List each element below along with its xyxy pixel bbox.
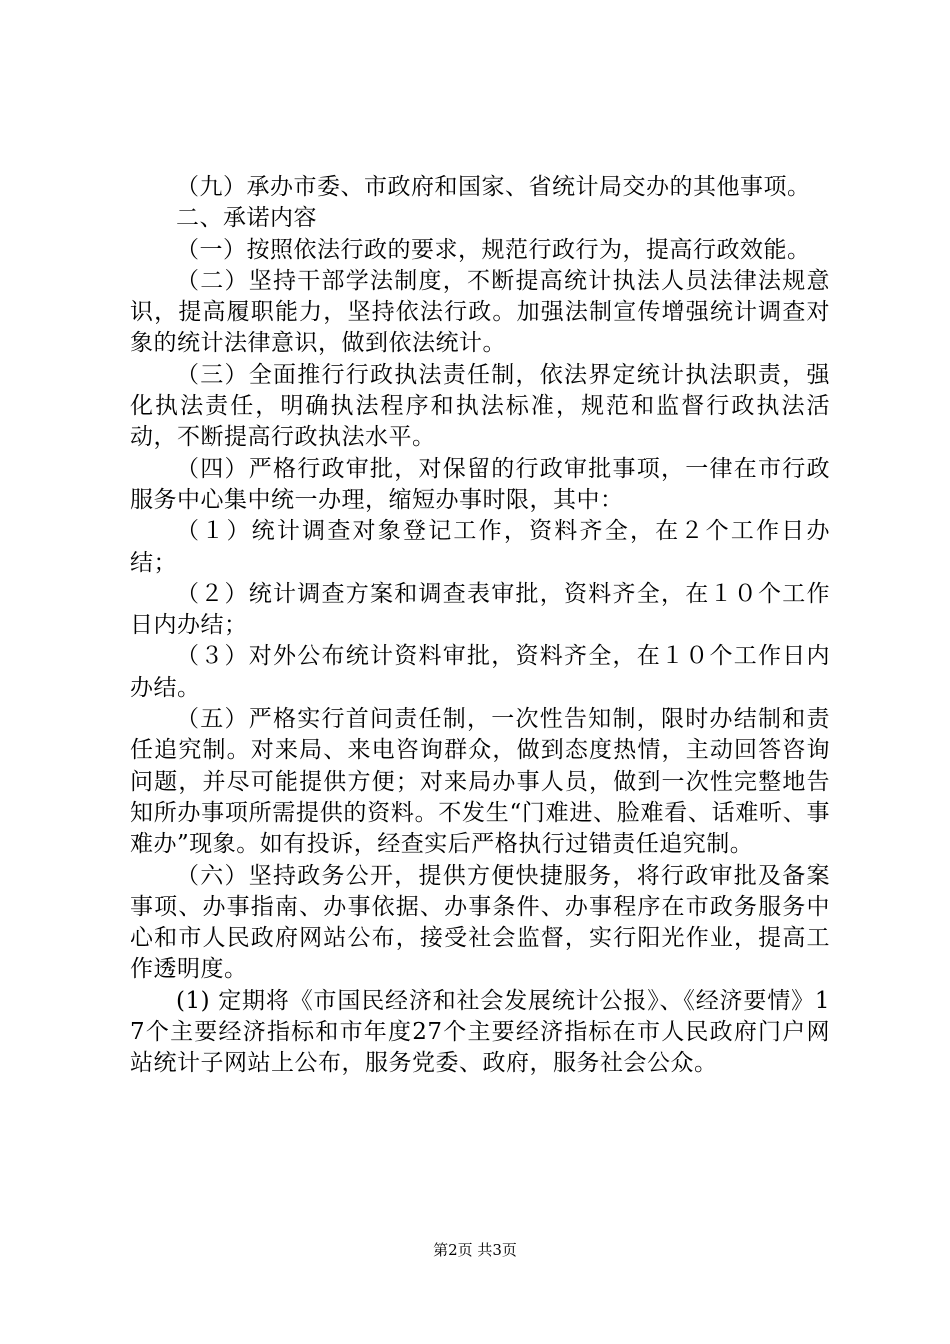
paragraph-commitment-six: （六）坚持政务公开，提供方便快捷服务，将行政审批及备案事项、办事指南、办事依据、办事条件、办事程序在市政务服务中心和市人民政府网站公布，接受社会监督，实行阳光作业，提高工作透明度。 [130,862,830,983]
paragraph-commitment-four: （四）严格行政审批，对保留的行政审批事项，一律在市行政服务中心集中统一办理，缩短办事时限，其中： [130,455,830,513]
paragraph-commitment-two: （二）坚持干部学法制度，不断提高统计执法人员法律法规意识，提高履职能力，坚持依法行政。加强法制宣传增强统计调查对象的统计法律意识，做到依法统计。 [130,267,830,357]
document-body [130,172,830,1080]
paragraph-subitem-1: （１）统计调查对象登记工作，资料齐全，在２个工作日办结； [130,518,830,576]
paragraph-commitment-three: （三）全面推行行政执法责任制，依法界定统计执法职责，强化执法责任，明确执法程序和执法标准，规范和监督行政执法活动，不断提高行政执法水平。 [130,361,830,451]
paragraph-commitment-five: （五）严格实行首问责任制，一次性告知制，限时办结制和责任追究制。对来局、来电咨询群众，做到态度热情，主动回答咨询问题，并尽可能提供方便；对来局办事人员，做到一次性完整地告知所办事项所需提供的资料。不发生“门难进、脸难看、话难听、事难办”现象。如有投诉，经查实后严格执行过错责任追究制。 [130,706,830,858]
page-footer: 第2页 共3页 [433,1241,517,1259]
paragraph-commitment-one: （一）按照依法行政的要求，规范行政行为，提高行政效能。 [176,236,811,263]
paragraph-six-subitem-1: (1) 定期将《市国民经济和社会发展统计公报》、《经济要情》17个主要经济指标和市年度27个主要经济指标在市人民政府门户网站统计子网站上公布，服务党委、政府，服务社会公众。 [130,987,830,1077]
section-heading-commitments: 二、承诺内容 [176,205,317,232]
paragraph-subitem-3: （３）对外公布统计资料审批，资料齐全，在１０个工作日内办结。 [130,643,830,701]
paragraph-item-nine: （九）承办市委、市政府和国家、省统计局交办的其他事项。 [176,174,811,200]
paragraph-subitem-2: （２）统计调查方案和调查表审批，资料齐全，在１０个工作日内办结； [130,580,830,639]
